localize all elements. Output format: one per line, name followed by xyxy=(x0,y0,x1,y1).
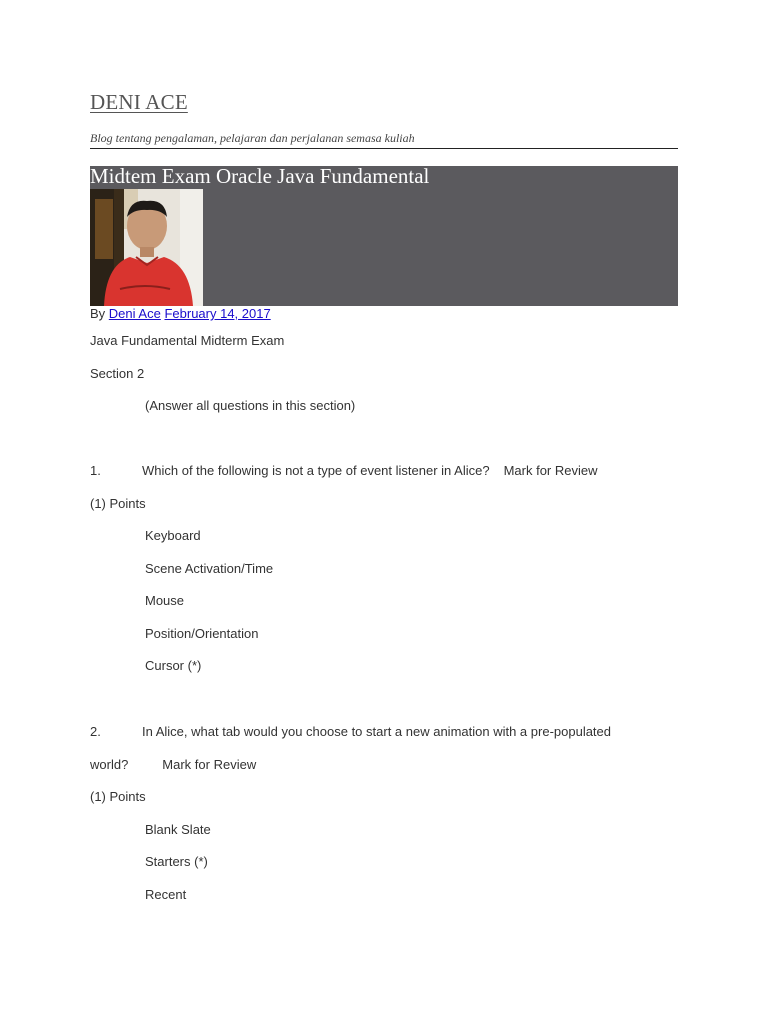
answer-option: Keyboard xyxy=(145,528,201,543)
byline-prefix: By xyxy=(90,306,106,321)
content-heading: Java Fundamental Midterm Exam xyxy=(90,333,285,348)
post-date-link[interactable]: February 14, 2017 xyxy=(164,306,271,321)
question-1 xyxy=(90,463,598,478)
question-points: (1) Points xyxy=(90,496,146,511)
answer-option: Recent xyxy=(145,887,187,902)
question-text-continued: world? xyxy=(90,757,129,772)
site-tagline: Blog tentang pengalaman, pelajaran dan perjalanan semasa kuliah xyxy=(90,131,678,149)
answer-option-correct: Starters (*) xyxy=(145,854,208,869)
post-header-banner xyxy=(90,166,678,306)
site-title[interactable]: DENI ACE xyxy=(90,90,188,114)
question-text: Which of the following is not a type of event listener in Alice? xyxy=(142,463,490,478)
mark-for-review: Mark for Review xyxy=(162,757,257,772)
question-number: 1. xyxy=(90,463,101,478)
mark-for-review: Mark for Review xyxy=(503,463,598,478)
answer-option-correct: Cursor (*) xyxy=(145,658,202,673)
answer-option: Scene Activation/Time xyxy=(145,561,274,576)
question-text: In Alice, what tab would you choose to start a new animation with a pre-populated xyxy=(142,724,612,739)
section-label: Section 2 xyxy=(90,366,145,381)
answer-option: Position/Orientation xyxy=(145,626,259,641)
post-byline xyxy=(90,306,271,321)
author-photo xyxy=(90,189,203,306)
author-link[interactable]: Deni Ace xyxy=(108,306,161,321)
question-2 xyxy=(90,724,611,739)
question-2-continued xyxy=(90,757,256,772)
section-instruction: (Answer all questions in this section) xyxy=(145,398,356,413)
question-points: (1) Points xyxy=(90,789,146,804)
answer-option: Mouse xyxy=(145,593,185,608)
post-title: Midtem Exam Oracle Java Fundamental xyxy=(90,164,430,188)
question-number: 2. xyxy=(90,724,101,739)
answer-option: Blank Slate xyxy=(145,822,211,837)
